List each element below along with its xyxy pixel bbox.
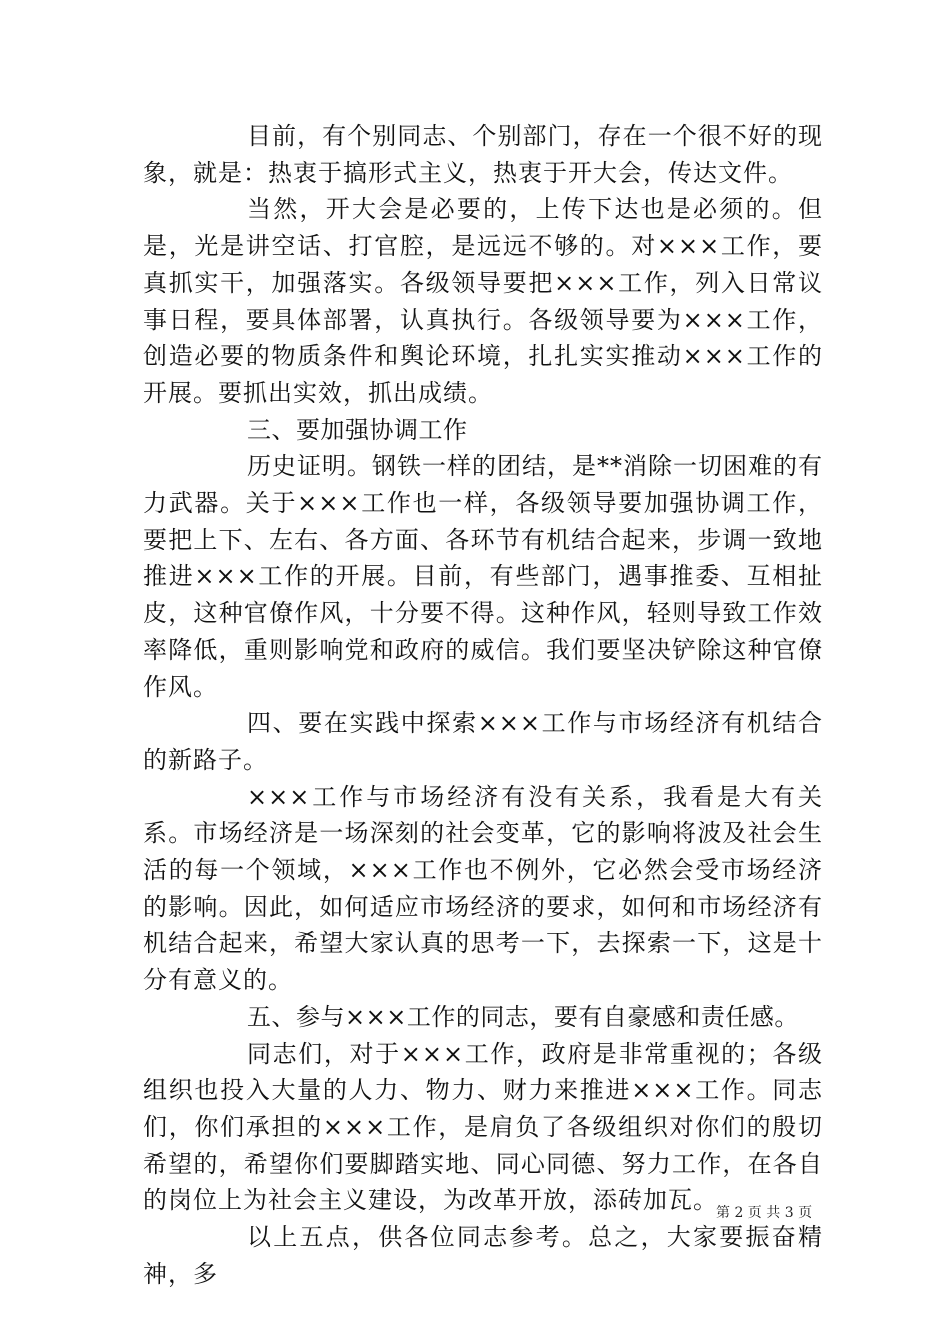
page-number: 第 2 页 共 3 页: [716, 1205, 813, 1221]
section-heading-pride-responsibility: 五、参与×××工作的同志，要有自豪感和责任感。: [247, 1002, 799, 1031]
paragraph-market-economy: ×××工作与市场经济有没有关系，我看是大有关系。市场经济是一场深刻的社会变革，它的影响将波及社会生活的每一个领域，×××工作也不例外，它必然会受市场经济的影响。因此，如何适应市场经济的要求，如何和市场经济有机结合起来，希望大家认真的思考一下，去探索一下，这是十分有意义的。: [143, 782, 823, 995]
paragraph-unity: 历史证明。钢铁一样的团结，是**消除一切困难的有力武器。关于×××工作也一样，各级领导要加强协调工作，要把上下、左右、各方面、各环节有机结合起来，步调一致地推进×××工作的开展。目前，有些部门，遇事推委、互相扯皮，这种官僚作风，十分要不得。这种作风，轻则导致工作效率降低，重则影响党和政府的威信。我们要坚决铲除这种官僚作风。: [143, 452, 823, 701]
paragraph-conclusion: 以上五点，供各位同志参考。总之，大家要振奋精神，多: [143, 1223, 823, 1288]
paragraph-comrades: 同志们，对于×××工作，政府是非常重视的；各级组织也投入大量的人力、物力、财力来推进×××工作。同志们，你们承担的×××工作，是肩负了各级组织对你们的殷切希望的，希望你们要脚踏实地、同心同德、努力工作，在各自的岗位上为社会主义建设，为改革开放，添砖加瓦。: [143, 1039, 823, 1215]
paragraph-meetings: 当然，开大会是必要的，上传下达也是必须的。但是，光是讲空话、打官腔，是远远不够的。对×××工作，要真抓实干，加强落实。各级领导要把×××工作，列入日常议事日程，要具体部署，认真执行。各级领导要为×××工作，创造必要的物质条件和舆论环境，扎扎实实推动×××工作的开展。要抓出实效，抓出成绩。: [143, 195, 823, 407]
section-heading-market-economy: 四、要在实践中探索×××工作与市场经济有机结合的新路子。: [143, 709, 823, 774]
document-body: [143, 118, 823, 1293]
section-heading-coordination: 三、要加强协调工作: [247, 415, 468, 444]
paragraph-current-situation: 目前，有个别同志、个别部门，存在一个很不好的现象，就是：热衷于搞形式主义，热衷于开大会，传达文件。: [143, 122, 823, 187]
